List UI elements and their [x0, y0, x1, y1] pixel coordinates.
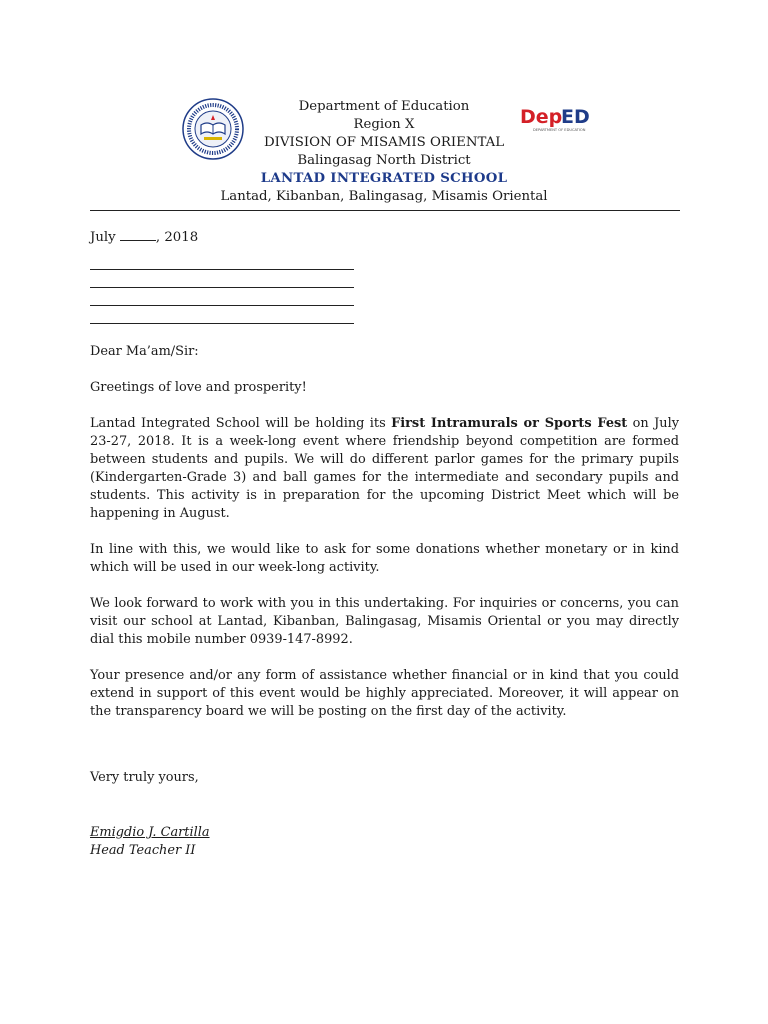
letterhead-school-name: LANTAD INTEGRATED SCHOOL — [260, 171, 508, 186]
letter-body — [90, 343, 679, 721]
signatory-name: Emigdio J. Cartilla — [90, 825, 210, 840]
letter-date — [90, 229, 198, 245]
paragraph-event-end: on July 23-27, 2018. It is a week-long event where friendship beyond competition are formed between students and pupils. We will do different parlor games for the primary pupils (Kindergarten-Grade 3) and ball games for the intermediate and secondary pupils and students. This activity is in preparation for the upcoming District Meet which will be happening in August. — [90, 416, 679, 521]
paragraph-event — [90, 415, 679, 523]
signatory-title: Head Teacher II — [90, 843, 196, 858]
paragraph-contact: We look forward to work with you in this undertaking. For inquiries or concerns, you can visit our school at Lantad, Kibanban, Balingasag, Misamis Oriental or you may directly dial this mobile number 0939-147-8992. — [90, 596, 679, 647]
greeting: Greetings of love and prosperity! — [90, 380, 307, 395]
letterhead-department: Department of Education — [298, 99, 470, 114]
svg-text:Dep: Dep — [520, 106, 563, 128]
date-prefix: July — [90, 230, 120, 245]
signature-block — [90, 824, 210, 860]
event-name: First Intramurals or Sports Fest — [391, 416, 628, 431]
salutation: Dear Ma’am/Sir: — [90, 344, 199, 359]
recipient-line-1 — [90, 269, 354, 270]
letterhead — [0, 98, 768, 206]
recipient-line-3 — [90, 305, 354, 306]
recipient-line-2 — [90, 287, 354, 288]
letterhead-region: Region X — [353, 117, 415, 132]
letterhead-address: Lantad, Kibanban, Balingasag, Misamis Oriental — [220, 189, 548, 204]
date-suffix: , 2018 — [155, 230, 199, 245]
header-divider — [90, 210, 680, 211]
date-blank — [120, 229, 156, 241]
letterhead-district: Balingasag North District — [297, 153, 471, 168]
paragraph-event-start: Lantad Integrated School will be holding its — [90, 416, 392, 431]
svg-text:ED: ED — [561, 106, 590, 128]
paragraph-appreciation: Your presence and/or any form of assistance whether financial or in kind that you could extend in support of this event would be highly appreciated. Moreover, it will appear on the transparency board we will be posting on the first day of the activity. — [90, 668, 679, 719]
svg-text:DEPARTMENT OF EDUCATION: DEPARTMENT OF EDUCATION — [533, 128, 586, 132]
letterhead-division: DIVISION OF MISAMIS ORIENTAL — [263, 135, 505, 150]
closing: Very truly yours, — [90, 770, 199, 785]
recipient-line-4 — [90, 323, 354, 324]
paragraph-donation: In line with this, we would like to ask for some donations whether monetary or in kind which will be used in our week-long activity. — [90, 542, 679, 575]
